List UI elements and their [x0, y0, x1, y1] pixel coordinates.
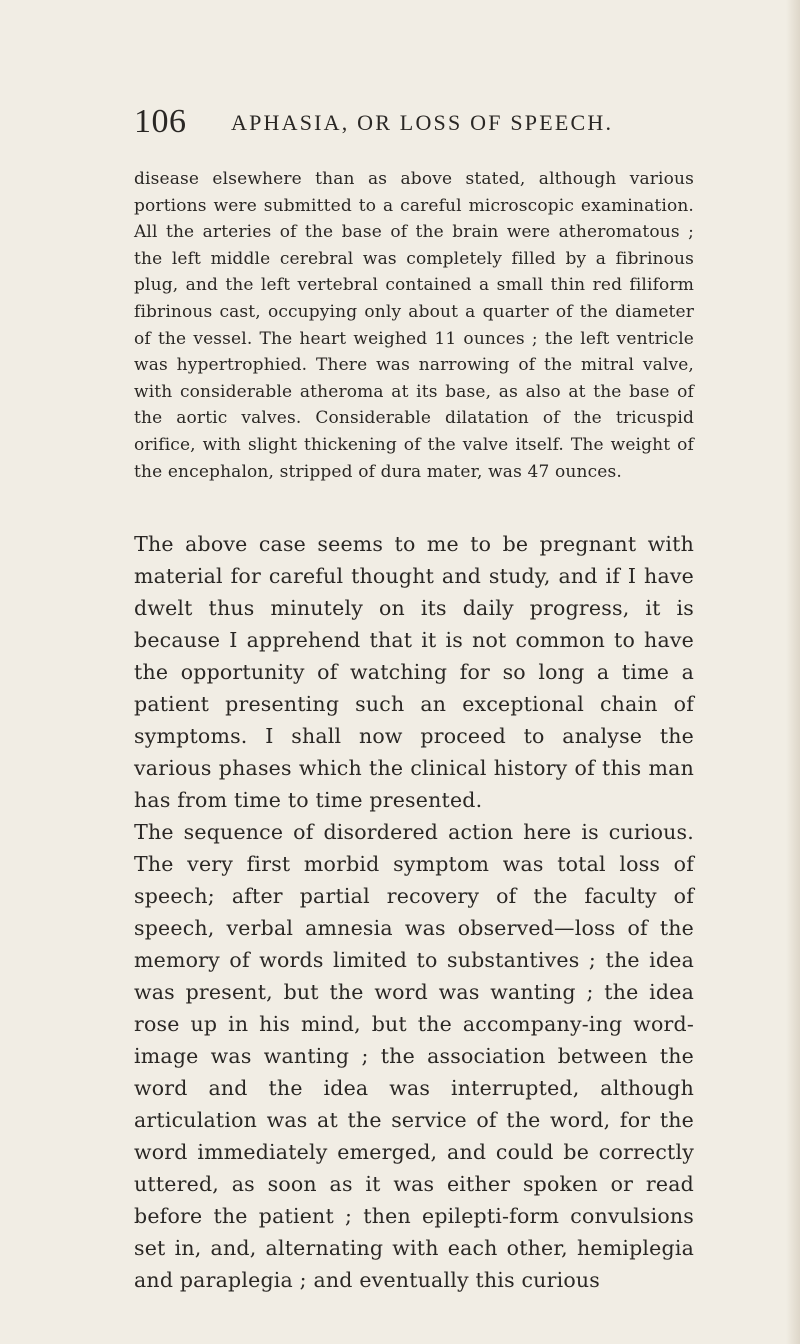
- running-head: [134, 100, 690, 144]
- case-report-paragraph: [134, 166, 694, 485]
- analysis-section: [134, 528, 694, 1296]
- paragraph-1: disease elsewhere than as above stated, although various portions were submitted to a careful microscopic examination. All the arteries of the base of the brain were atheromatous ; the left middle cerebral was completely filled by a fibrinous plug, and the left vertebral contained a small thin red filiform fibrinous cast, occupying only about a quarter of the diameter of the vessel. The heart weighed 11 ounces ; the left ventricle was hypertrophied. There was narrowing of the mitral valve, with considerable atheroma at its base, as also at the base of the aortic valves. Considerable dilatation of the tricuspid orifice, with slight thickening of the valve itself. The weight of the encephalon, stripped of dura mater, was 47 ounces.: [134, 169, 694, 482]
- running-title: APHASIA, OR LOSS OF SPEECH.: [231, 110, 614, 135]
- page-edge-shadow: [786, 0, 800, 1344]
- paragraph-3: The sequence of disordered action here is curious. The very first morbid symptom was total loss of speech; after partial recovery of the faculty of speech, verbal amnesia was observed—loss of the memory of words limited to substantives ; the idea was present, but the word was wanting ; the idea rose up in his mind, but the accompany-ing word-image was wanting ; the association between the word and the idea was interrupted, although articulation was at the service of the word, for the word immediately emerged, and could be correctly uttered, as soon as it was either spoken or read before the patient ; then epilepti-form convulsions set in, and, alternating with each other, hemiplegia and paraplegia ; and eventually this curious: [134, 820, 694, 1292]
- page-number: 106: [134, 103, 187, 140]
- paragraph-2: The above case seems to me to be pregnant with material for careful thought and study, and if I have dwelt thus minutely on its daily progress, it is because I apprehend that it is not common to have the opportunity of watching for so long a time a patient presenting such an exceptional chain of symptoms. I shall now proceed to analyse the various phases which the clinical history of this man has from time to time presented.: [134, 532, 694, 812]
